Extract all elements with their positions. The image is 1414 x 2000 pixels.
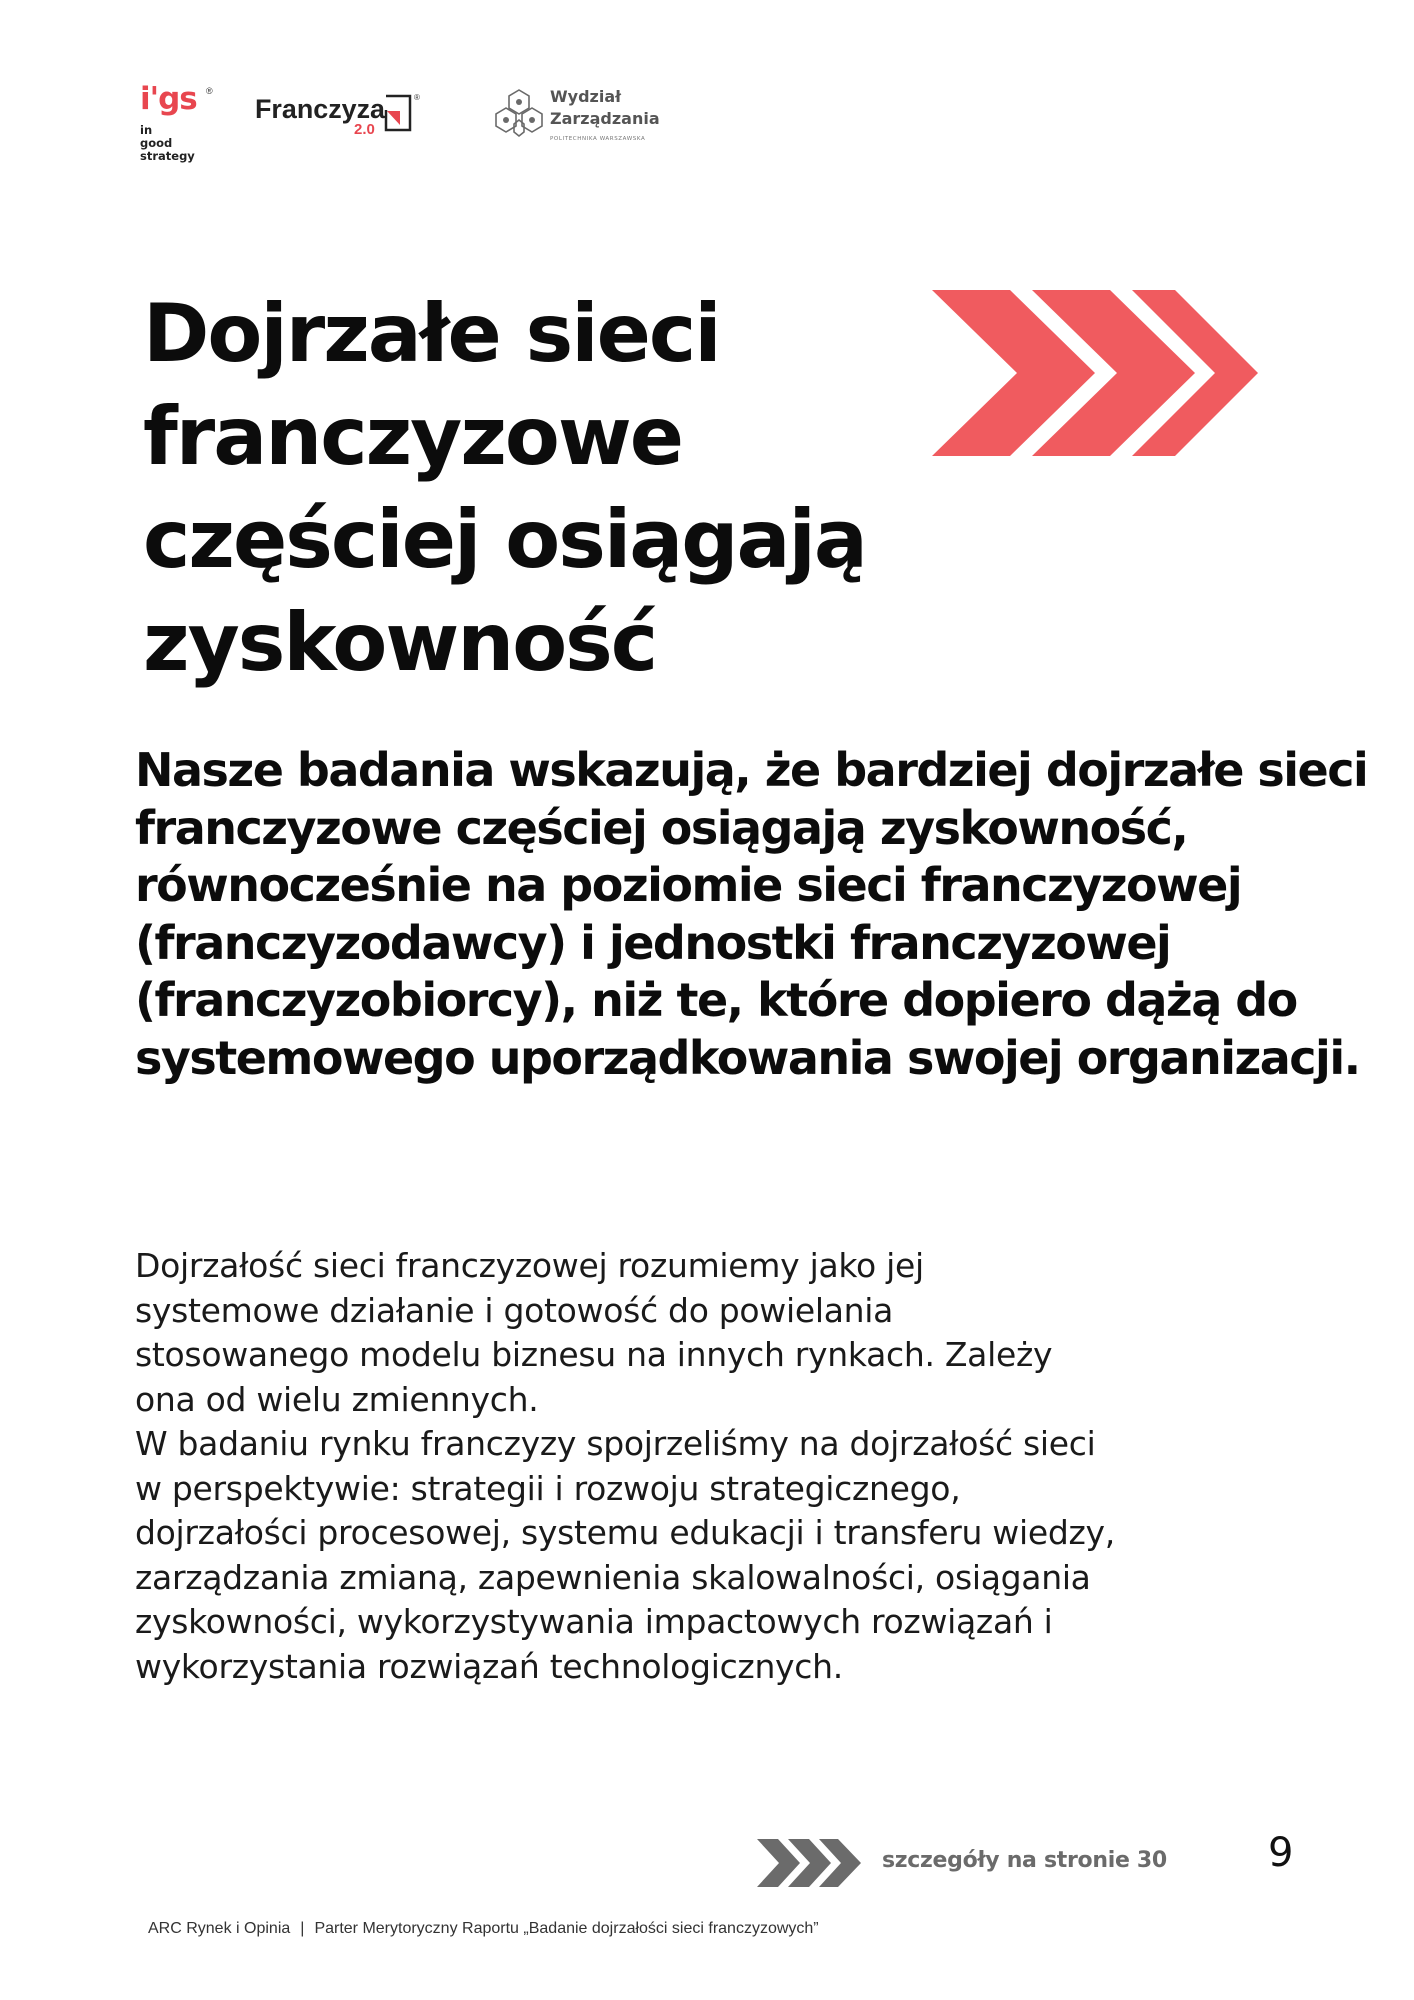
igs-tagline-line: in — [140, 123, 153, 137]
details-page-link[interactable]: szczegóły na stronie 30 — [882, 1848, 1167, 1873]
footer — [148, 1920, 819, 1938]
body-line: wykorzystania rozwiązań technologicznych. — [135, 1646, 843, 1686]
body-line: ona od wielu zmiennych. — [135, 1379, 539, 1419]
body-line: Dojrzałość sieci franczyzowej rozumiemy jako jej — [135, 1246, 924, 1285]
igs-logo — [140, 81, 220, 174]
title-line: częściej osiągają — [143, 493, 866, 586]
partner-logos — [140, 81, 740, 174]
body-line: w perspektywie: strategii i rozwoju strategicznego, — [135, 1468, 961, 1508]
wydzial-subtitle: POLITECHNIKA WARSZAWSKA — [550, 136, 646, 142]
igs-tagline-line: good — [140, 136, 173, 150]
footer-separator: | — [300, 1920, 305, 1937]
page-number: 9 — [1268, 1830, 1294, 1876]
franczyza-logo — [255, 90, 445, 140]
body-line: systemowe działanie i gotowość do powielania — [135, 1290, 894, 1330]
wydzial-zarzadzania-logo — [494, 86, 694, 146]
page-title — [143, 282, 943, 694]
igs-tagline-line: strategy — [140, 149, 195, 163]
wydzial-name — [550, 86, 660, 130]
wydzial-emblem-icon — [494, 88, 544, 140]
title-line: franczyzowe — [143, 390, 683, 483]
chevron-arrows-small-icon — [756, 1838, 862, 1888]
franczyza-logo-version: 2.0 — [354, 121, 375, 138]
body-line: zyskowności, wykorzystywania impactowych rozwiązań i — [135, 1602, 1053, 1641]
franczyza-logo-name: Franczyza — [255, 94, 386, 124]
body-line: dojrzałości procesowej, systemu edukacji i transferu wiedzy, — [135, 1513, 1115, 1552]
igs-logo-mark: i'gs — [140, 81, 197, 117]
title-line: zyskowność — [143, 596, 657, 689]
body-line: W badaniu rynku franczyzy spojrzeliśmy na dojrzałość sieci — [135, 1424, 1096, 1463]
lead-paragraph: Nasze badania wskazują, że bardziej dojrzałe sieci franczyzowe częściej osiągają zyskowność, równocześnie na poziomie sieci franczyzowej (franczyzodawcy) i jednostki franczyzowej (franczyzobiorcy), niż te, które dopiero dążą do systemowego uporządkowania swojej organizacji. — [135, 743, 1368, 1085]
body-line: zarządzania zmianą, zapewnienia skalowalności, osiągania — [135, 1557, 1091, 1597]
wydzial-name-line: Zarządzania — [550, 109, 660, 128]
franczyza-registered-mark: ® — [414, 93, 420, 102]
franczyza-logo-red-square — [387, 111, 400, 125]
body-paragraph — [135, 1244, 1335, 1689]
footer-source: ARC Rynek i Opinia — [148, 1920, 291, 1937]
body-line: stosowanego modelu biznesu na innych rynkach. Zależy — [135, 1335, 1053, 1374]
wydzial-name-line: Wydział — [550, 87, 622, 106]
igs-registered-mark: ® — [206, 86, 213, 96]
footer-report-title: Parter Merytoryczny Raportu „Badanie dojrzałości sieci franczyzowych” — [314, 1920, 819, 1937]
igs-tagline — [140, 124, 195, 163]
title-line: Dojrzałe sieci — [143, 287, 720, 380]
chevron-arrows-icon — [930, 288, 1260, 458]
